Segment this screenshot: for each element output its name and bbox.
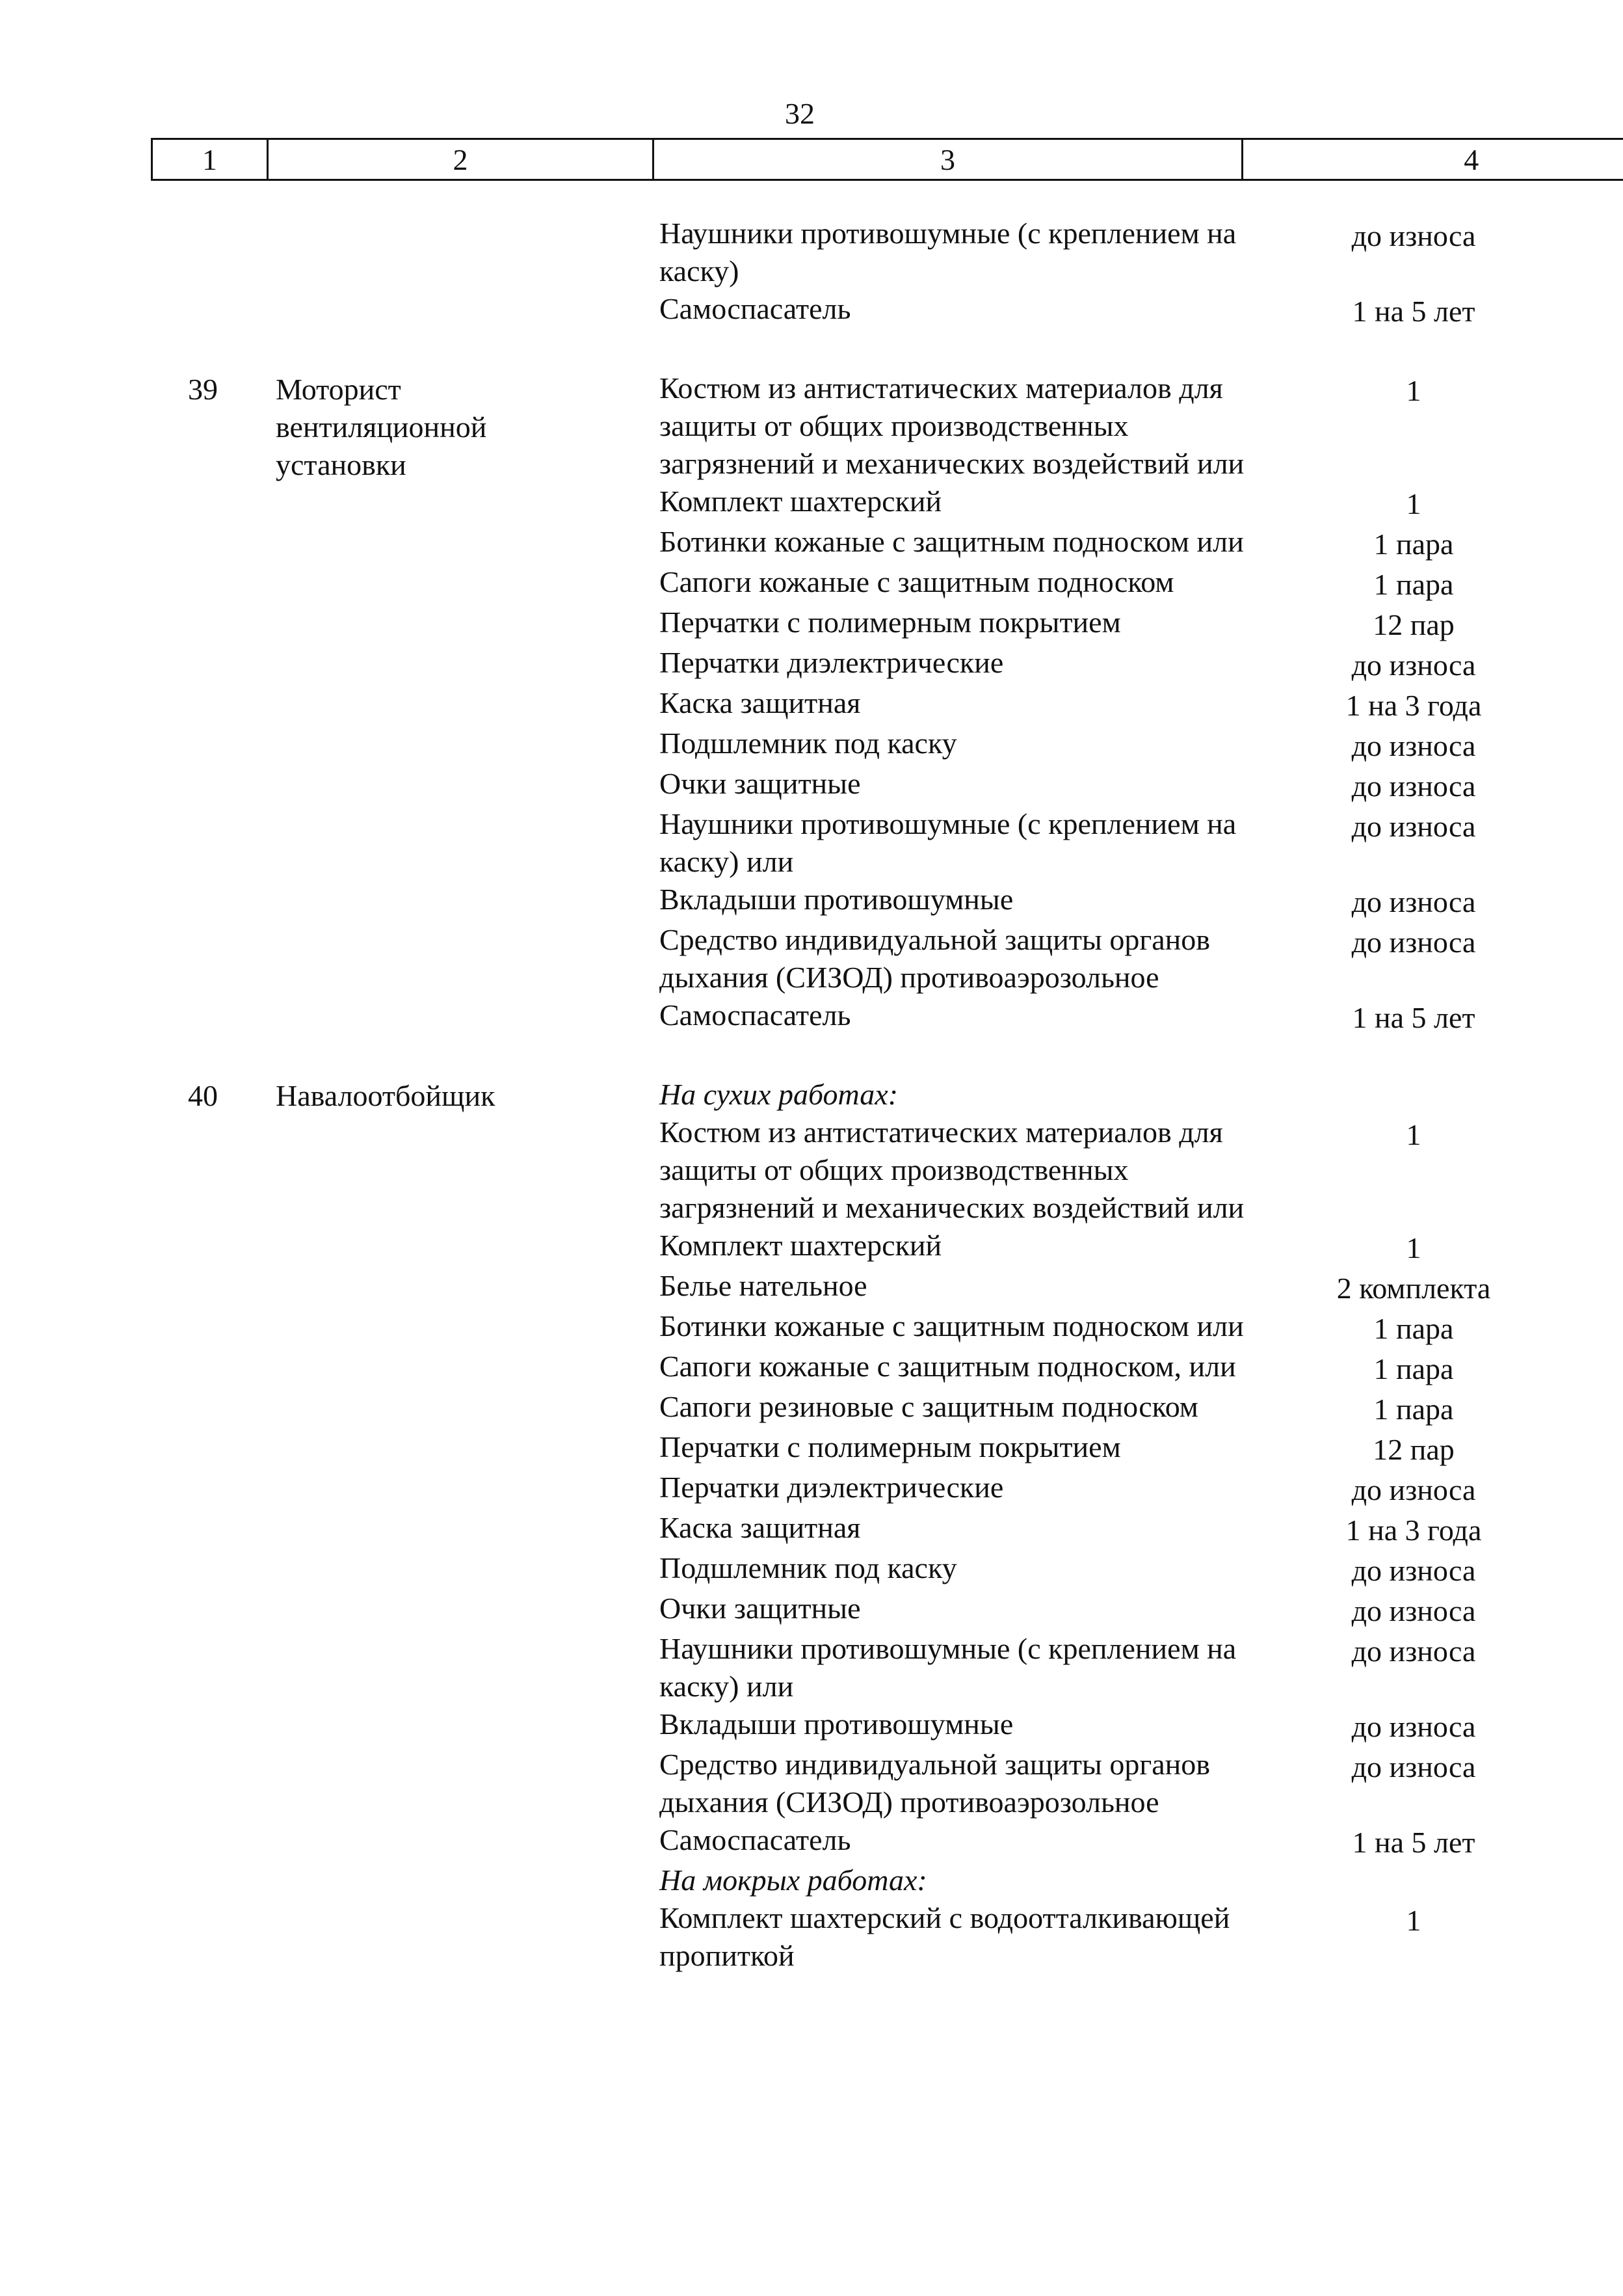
ppe-item-name: Наушники противошумные (с креплением на каску) [659,217,1237,287]
ppe-item-norm: 1 [1406,1231,1421,1264]
ppe-item-norm: 1 [1406,1118,1421,1151]
ppe-item-name: Костюм из антистатических материалов для защиты от общих производственных загрязнений и механических воздействий или [659,371,1245,480]
ppe-item-norm: до износа [1351,769,1476,803]
ppe-item-name: Перчатки диэлектрические [659,646,1004,679]
ppe-item-norm: 1 пара [1373,1352,1454,1385]
ppe-item-name: Самоспасатель [659,998,851,1032]
ppe-item [659,1388,1607,1428]
ppe-item-norm [1290,1076,1537,1078]
ppe-item [659,1630,1607,1705]
ppe-item-norm: до износа [1351,1473,1476,1506]
ppe-item-norm: до износа [1351,648,1476,682]
ppe-item-name: На мокрых работах: [659,1863,927,1897]
ppe-item [659,881,1607,921]
ppe-item [659,1821,1607,1862]
ppe-item-norm: до износа [1351,729,1476,762]
ppe-item [659,290,1607,330]
ppe-item-norm: 1 пара [1373,1312,1454,1345]
ppe-item-name: Средство индивидуальной защиты органов дыхания (СИЗОД) противоаэрозольное [659,1748,1210,1819]
ppe-item [659,996,1607,1037]
ppe-item-name: Самоспасатель [659,292,851,325]
ppe-item-norm: 2 комплекта [1336,1272,1491,1305]
ppe-item-norm: до износа [1351,1710,1476,1743]
ppe-item-name: Подшлемник под каску [659,1551,957,1584]
ppe-item-name: Перчатки диэлектрические [659,1471,1004,1504]
ppe-item-norm: 12 пар [1373,608,1455,641]
column-header-1: 1 [152,139,268,180]
ppe-item-name: Каска защитная [659,1511,861,1544]
entry-row [151,1076,1607,1975]
ppe-item-name: Средство индивидуальной защиты органов дыхания (СИЗОД) противоаэрозольное [659,923,1210,994]
ppe-item [659,644,1607,684]
ppe-item-name: Ботинки кожаные с защитным подноском или [659,525,1244,558]
ppe-item [659,1428,1607,1469]
ppe-item-norm: до износа [1351,1594,1476,1627]
entry-row [151,369,1607,1037]
ppe-item-name: Ботинки кожаные с защитным подноском или [659,1309,1244,1342]
ppe-item-name: Костюм из антистатических материалов для защиты от общих производственных загрязнений и механических воздействий или [659,1115,1245,1224]
ppe-item-name: Наушники противошумные (с креплением на каску) или [659,807,1237,878]
ppe-item [659,1267,1607,1307]
ppe-item-list [659,215,1607,330]
ppe-item-name: Наушники противошумные (с креплением на каску) или [659,1632,1237,1703]
ppe-item-norm: 1 на 3 года [1345,689,1482,722]
ppe-item-list [659,1076,1607,1975]
ppe-item-name: Сапоги резиновые с защитным подноском [659,1390,1198,1423]
ppe-item-norm: до износа [1351,885,1476,918]
ppe-item [659,1469,1607,1509]
ppe-item [659,604,1607,644]
column-header-row [151,138,1623,181]
ppe-item [659,1307,1607,1348]
ppe-item-name: Сапоги кожаные с защитным подноском [659,565,1174,598]
ppe-item-norm: 1 на 3 года [1345,1514,1482,1547]
ppe-item-name: Комплект шахтерский с водоотталкивающей пропиткой [659,1901,1230,1972]
ppe-item-list [659,369,1607,1037]
ppe-item [659,921,1607,996]
ppe-item [659,215,1607,290]
ppe-item [659,523,1607,563]
ppe-item-norm: 1 на 5 лет [1352,1826,1475,1859]
ppe-item-name: Сапоги кожаные с защитным подноском, или [659,1350,1236,1383]
ppe-item-name: Самоспасатель [659,1823,851,1856]
ppe-item [659,1746,1607,1821]
ppe-item-norm [1290,1862,1537,1864]
ppe-item [659,1227,1607,1267]
entry-number [151,215,255,216]
work-condition-heading [659,1076,1607,1114]
ppe-item-name: Подшлемник под каску [659,727,957,760]
entry-number: 40 [188,1079,218,1112]
ppe-item-norm: 1 на 5 лет [1352,295,1475,328]
ppe-item [659,483,1607,523]
ppe-item [659,805,1607,881]
ppe-item-name: Очки защитные [659,1592,861,1625]
ppe-item-norm: 1 [1406,374,1421,407]
column-header-2: 2 [268,139,653,180]
ppe-item [659,725,1607,765]
ppe-item [659,765,1607,805]
ppe-item-norm: до износа [1351,1554,1476,1587]
ppe-item-norm: 1 пара [1373,1393,1454,1426]
ppe-item-norm: 1 [1406,1904,1421,1937]
ppe-item-name: Белье нательное [659,1269,867,1302]
ppe-item [659,563,1607,604]
ppe-item-name: Перчатки с полимерным покрытием [659,606,1121,639]
column-header-4: 4 [1243,139,1623,180]
ppe-item [659,1590,1607,1630]
work-condition-heading [659,1862,1607,1899]
ppe-item-name: Каска защитная [659,686,861,719]
ppe-item-name: Очки защитные [659,767,861,800]
document-body [151,215,1607,2014]
ppe-item-norm: до износа [1351,926,1476,959]
ppe-item [659,1899,1607,1975]
entry-row [151,215,1607,330]
ppe-item-norm: 1 пара [1373,527,1454,561]
ppe-item-name: Вкладыши противошумные [659,883,1014,916]
profession-name: Навалоотбойщик [276,1079,495,1112]
ppe-item-norm: до износа [1351,1750,1476,1783]
ppe-item [659,1705,1607,1746]
ppe-item-norm: 1 на 5 лет [1352,1001,1475,1034]
ppe-item-name: Комплект шахтерский [659,1229,942,1262]
ppe-item-name: Вкладыши противошумные [659,1707,1014,1741]
ppe-item [659,369,1607,483]
ppe-item [659,1114,1607,1227]
ppe-item-norm: 12 пар [1373,1433,1455,1466]
ppe-item-name: Комплект шахтерский [659,485,942,518]
profession-name: Моторист вентиляционной установки [276,373,487,481]
page-number: 32 [785,97,815,130]
entry-number: 39 [188,373,218,406]
ppe-item-norm: до износа [1351,1635,1476,1668]
column-header-3: 3 [653,139,1243,180]
ppe-item [659,684,1607,725]
ppe-item [659,1348,1607,1388]
ppe-item [659,1549,1607,1590]
ppe-item-norm: 1 [1406,487,1421,520]
ppe-item-norm: до износа [1351,219,1476,252]
ppe-item-name: На сухих работах: [659,1078,899,1111]
ppe-item-norm: 1 пара [1373,568,1454,601]
ppe-item-norm: до износа [1351,810,1476,843]
ppe-item-name: Перчатки с полимерным покрытием [659,1430,1121,1463]
ppe-item [659,1509,1607,1549]
